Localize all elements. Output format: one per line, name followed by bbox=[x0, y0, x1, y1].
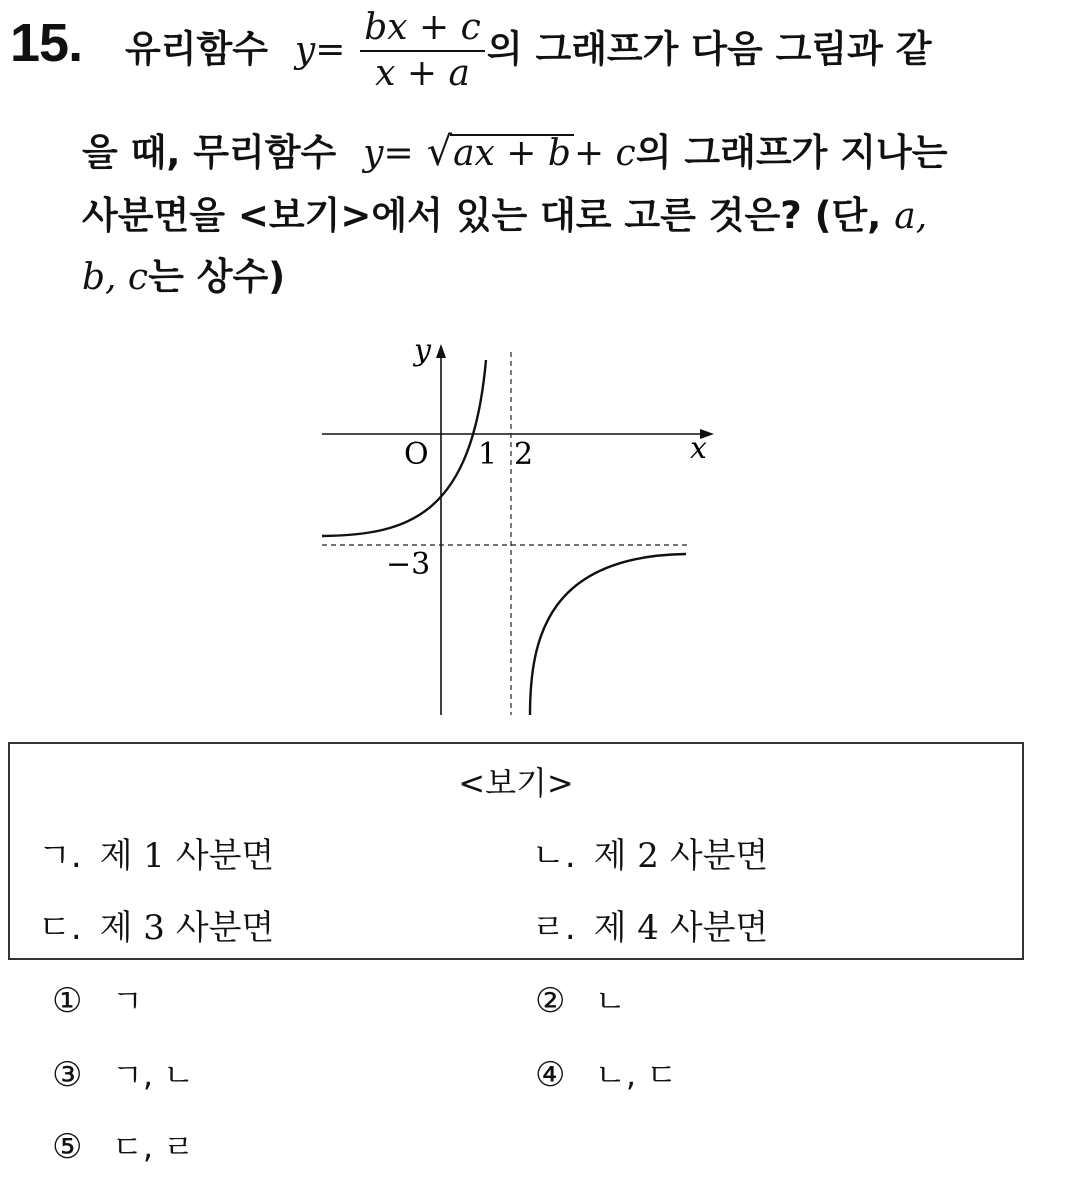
choice-marker: ① bbox=[52, 981, 83, 1021]
tick-label-neg3: −3 bbox=[386, 547, 431, 582]
question-number: 15. bbox=[10, 13, 83, 73]
question-text: 의 그래프가 다음 그림과 같 bbox=[486, 27, 932, 71]
question-line-2 bbox=[82, 122, 947, 176]
tick-label-1: 1 bbox=[478, 437, 498, 472]
bogi-option bbox=[38, 828, 274, 877]
radicand: ax + b bbox=[450, 134, 574, 172]
answer-choice-2[interactable] bbox=[535, 976, 626, 1022]
question-text: 을 때, 무리함수 bbox=[82, 131, 337, 174]
option-label: 제 2 사분면 bbox=[593, 836, 769, 876]
choice-value: ㄱ bbox=[112, 982, 143, 1020]
bogi-option bbox=[532, 900, 768, 949]
math-a: a, bbox=[894, 196, 928, 237]
question-text: 는 상수) bbox=[148, 255, 286, 298]
math-y: y bbox=[294, 29, 316, 71]
fraction-denominator: x + a bbox=[375, 53, 470, 94]
bogi-option bbox=[38, 900, 274, 949]
answer-choice-5[interactable] bbox=[52, 1122, 194, 1168]
choice-value: ㄴ, ㄷ bbox=[595, 1056, 678, 1094]
option-label: 제 4 사분면 bbox=[593, 908, 769, 948]
question-line-1 bbox=[125, 8, 932, 94]
option-label: 제 1 사분면 bbox=[99, 836, 275, 876]
curve-right-branch bbox=[530, 554, 686, 715]
option-marker: ㄷ. bbox=[38, 908, 82, 948]
tick-label-2: 2 bbox=[514, 437, 534, 472]
answer-choice-4[interactable] bbox=[535, 1050, 677, 1096]
math-constant: + c bbox=[573, 133, 636, 174]
math-equals: = bbox=[315, 29, 346, 71]
y-axis-arrow-icon bbox=[436, 344, 446, 358]
choice-marker: ② bbox=[535, 981, 566, 1021]
x-axis-label: x bbox=[690, 431, 707, 466]
choice-value: ㄷ, ㄹ bbox=[112, 1128, 195, 1166]
rational-function-graph bbox=[300, 330, 730, 720]
choice-marker: ⑤ bbox=[52, 1127, 83, 1167]
math-bc: b, c bbox=[82, 257, 149, 298]
bogi-box bbox=[8, 742, 1024, 960]
question-text: 의 그래프가 지나는 bbox=[635, 131, 948, 174]
rational-fraction bbox=[360, 8, 485, 94]
question-line-3 bbox=[82, 185, 927, 239]
choice-marker: ④ bbox=[535, 1055, 566, 1095]
choice-marker: ③ bbox=[52, 1055, 83, 1095]
option-label: 제 3 사분면 bbox=[99, 908, 275, 948]
question-text: 유리함수 bbox=[125, 27, 268, 71]
fraction-numerator: bx + c bbox=[360, 8, 485, 52]
question-line-4 bbox=[82, 246, 285, 300]
question-text: 사분면을 <보기>에서 있는 대로 고른 것은? (단, bbox=[82, 194, 882, 237]
option-marker: ㄹ. bbox=[532, 908, 576, 948]
y-axis-label: y bbox=[414, 333, 431, 368]
square-root bbox=[426, 129, 574, 175]
option-marker: ㄴ. bbox=[532, 836, 576, 876]
math-y: y bbox=[363, 133, 384, 174]
choice-value: ㄴ bbox=[595, 982, 626, 1020]
option-marker: ㄱ. bbox=[38, 836, 82, 876]
radical-sign-icon: √ bbox=[426, 129, 453, 175]
answer-choice-1[interactable] bbox=[52, 976, 143, 1022]
math-equals: = bbox=[383, 133, 414, 174]
answer-choice-3[interactable] bbox=[52, 1050, 194, 1096]
bogi-title: <보기> bbox=[458, 764, 574, 802]
bogi-option bbox=[532, 828, 768, 877]
origin-label: O bbox=[404, 437, 429, 472]
choice-value: ㄱ, ㄴ bbox=[112, 1056, 195, 1094]
